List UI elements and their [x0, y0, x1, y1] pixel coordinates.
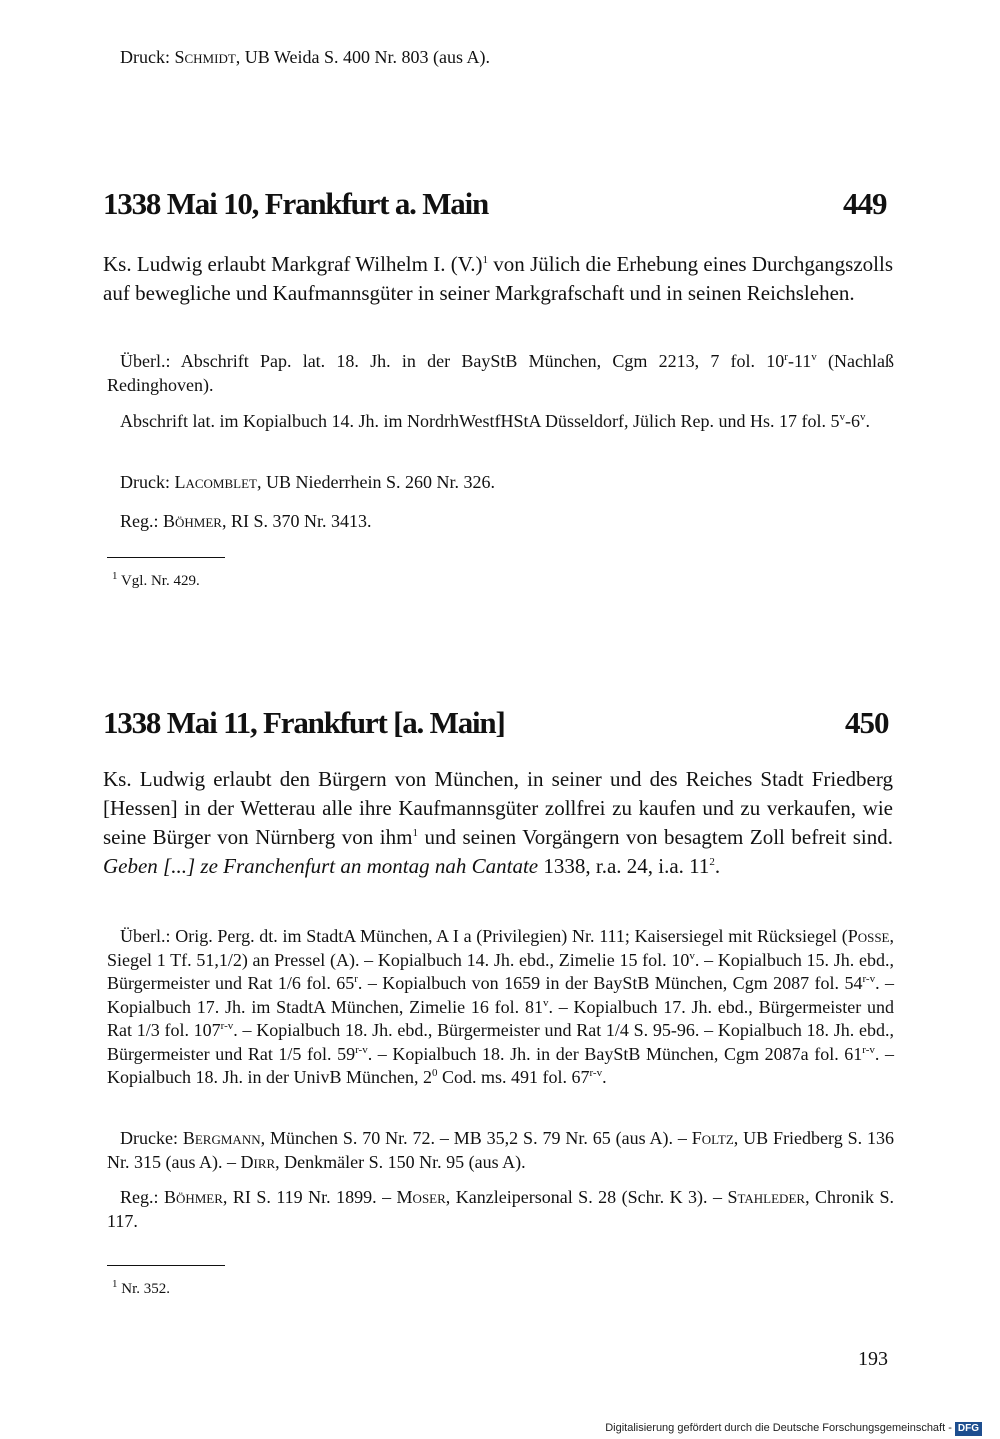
page-number: 193 — [858, 1348, 888, 1370]
entry-450-ueberlieferung: Überl.: Orig. Perg. dt. im StadtA München, A I a (Privilegien) Nr. 111; Kaisersiegel mit Rücksiegel (Posse, Siegel 1 Tf. 51,1/2) an Pressel (A). – Kopialbuch 14. Jh. ebd., Zimelie 15 fol. 10$^v$. – Kopialbuch 15. Jh. ebd., Bürgermeister und Rat 1/6 fol. 65$^r$. – Kopialbuch von 1659 in der BayStB München, Cgm 2087 fol. 54$^{r-v}$. – Kopialbuch 17. Jh. im StadtA München, Zimelie 16 fol. 81$^v$. – Kopialbuch 17. Jh. ebd., Bürgermeister und Rat 1/3 fol. 107$^{r-v}$. – Kopialbuch 18. Jh. ebd., Bürgermeister und Rat 1/4 S. 95-96. – Kopialbuch 18. Jh. ebd., Bürgermeister und Rat 1/5 fol. 59$^{r-v}$. – Kopialbuch 18. Jh. in der BayStB München, Cgm 2087a fol. 61$^{r-v}$. – Kopialbuch 18. Jh. in der UnivB München, $2^0$ Cod. ms. 491 fol. 67$^{r-v}$. — [107, 926, 895, 1087]
entry-450-footnote: $^1$ Nr. 352. — [112, 1278, 170, 1297]
author-name: Böhmer — [163, 1187, 223, 1207]
entry-449-heading: 1338 Mai 10, Frankfurt a. Main — [103, 186, 489, 221]
entry-450-heading: 1338 Mai 11, Frankfurt [a. Main] — [103, 705, 505, 740]
footnote-divider — [107, 557, 225, 558]
author-name: Dirr — [240, 1151, 276, 1172]
quoted-dating-clause: Geben [...] ze Franchenfurt an montag nah Cantate — [103, 854, 539, 878]
entry-449-summary: Ks. Ludwig erlaubt Markgraf Wilhelm I. $(V.)^1$ von Jülich die Erhebung eines Durchgangszolls auf bewegliche und Kaufmannsgüter in seiner Markgrafschaft und in seinen Reichslehen. — [103, 252, 893, 305]
author-name: Moser — [396, 1187, 446, 1207]
top-druck-line: Druck: Schmidt, UB Weida S. 400 Nr. 803 (aus A). — [120, 47, 490, 67]
author-name: Foltz — [691, 1128, 734, 1148]
entry-449-ueberlieferung: Überl.: Abschrift Pap. lat. 18. Jh. in der BayStB München, Cgm 2213, 7 fol. 10$^r$-11$^v$ (Nachlaß Redinghoven). — [107, 351, 894, 395]
author-name: Schmidt — [174, 47, 236, 67]
author-name: Stahleder — [727, 1187, 806, 1207]
author-name: Bergmann — [182, 1128, 261, 1148]
entry-450-summary: Ks. Ludwig erlaubt den Bürgern von München, in seiner und des Reiches Stadt Friedberg [Hessen] in der Wetterau alle ihre Kaufmannsgüter zollfrei zu kaufen und zu verkaufen, wie seine Bürger von Nürnberg von ihm$^1$ und seinen Vorgängern von besagtem Zoll befreit sind. Geben [...] ze Franchenfurt an montag nah Cantate 1338, r.a. 24, i.a. $11^2$. — [103, 767, 893, 878]
author-name: Posse — [847, 926, 890, 946]
entry-449-druck: Druck: Lacomblet, UB Niederrhein S. 260 Nr. 326. — [120, 472, 495, 492]
footnote-divider — [107, 1265, 225, 1266]
entry-449-number: 449 — [843, 186, 887, 221]
entry-449-regest: Reg.: Böhmer, RI S. 370 Nr. 3413. — [120, 511, 372, 531]
author-name: Böhmer — [163, 511, 222, 531]
funding-footer: Digitalisierung gefördert durch die Deutsche Forschungsgemeinschaft - DFG — [605, 1421, 982, 1436]
entry-450-drucke: Drucke: Bergmann, München S. 70 Nr. 72. – MB 35,2 S. 79 Nr. 65 (aus A). – Foltz, UB Friedberg S. 136 Nr. 315 (aus A). – Dirr, Denkmäler S. 150 Nr. 95 (aus A). — [107, 1128, 894, 1172]
entry-449-footnote: $^1$ Vgl. Nr. 429. — [112, 570, 200, 589]
entry-450-number: 450 — [845, 705, 889, 740]
author-name: Lacomblet — [174, 472, 257, 492]
dfg-logo: DFG — [955, 1422, 982, 1436]
entry-449-abschrift: Abschrift lat. im Kopialbuch 14. Jh. im NordrhWestfHStA Düsseldorf, Jülich Rep. und Hs. 17 fol. 5$^v$-6$^v$. — [120, 411, 870, 431]
entry-450-regest: Reg.: Böhmer, RI S. 119 Nr. 1899. – Moser, Kanzleipersonal S. 28 (Schr. K 3). – Stahleder, Chronik S. 117. — [107, 1187, 895, 1231]
